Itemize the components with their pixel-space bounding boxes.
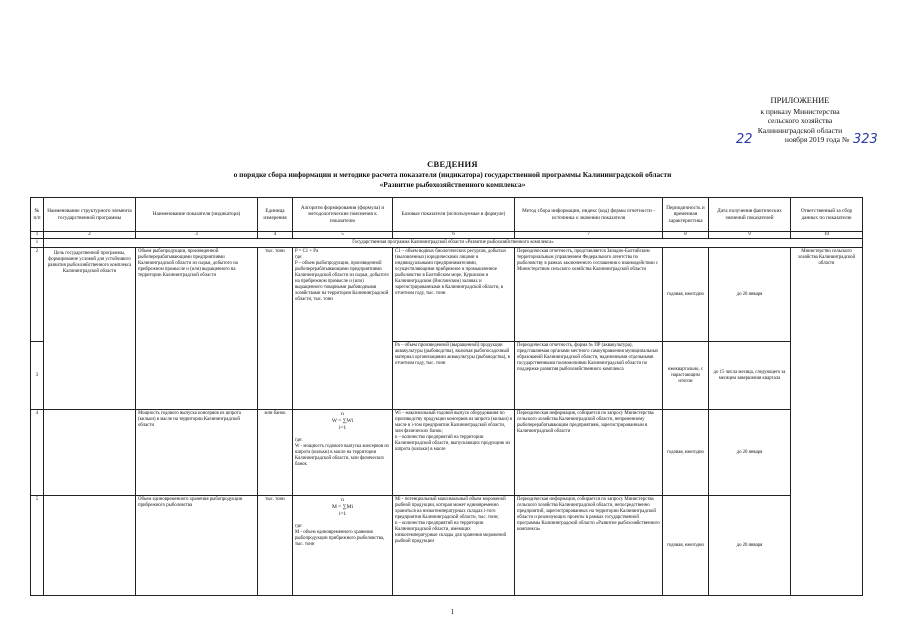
table-row [31, 248, 863, 342]
indicator-cell: Объем единовременного хранения рыбопродукции прибрежного рыболовства [136, 496, 258, 596]
date-cell: до 20 января [709, 496, 791, 596]
column-number: 3 [136, 232, 258, 239]
date-cell: до 20 января [709, 248, 791, 342]
column-number: 5 [293, 232, 393, 239]
header-cell: Периодичность и временная характеристика [663, 198, 709, 232]
column-number: 2 [44, 232, 136, 239]
header-cell: № п/п [31, 198, 44, 232]
column-number: 4 [258, 232, 293, 239]
table-row [31, 496, 863, 596]
algorithm-cell [293, 496, 393, 596]
formula-lower-limit: i=1 [338, 425, 347, 431]
base-indicator-cell: Mi - потенциальный максимальный объем мороженой рыбной продукции, которая может единовременно храниться на низкотемпературных складах i-того предприятия Калининградской области, тыс. тонн; n – количество предприятий на территории Калининградской области, имеющих низкотемпературные склады для хранения мороженой рыбной продукции [393, 496, 515, 596]
period-cell: ежеквартально, с нарастающим итогом [663, 342, 709, 410]
algorithm-text: где: W - мощность годового выпуска консервов из шпрота (кильки) в масле на территории Калининградской области, млн физических банок [295, 438, 389, 467]
table-header-row [31, 198, 863, 232]
indicator-cell: Объем рыбопродукции, произведенной рыбоперерабатывающими предприятиями Калининградской области из сырья, добытого на прибрежном промысле и (или) выращенного на территории Калининградской области [136, 248, 258, 410]
document-subtitle: о порядке сбора информации и методике расчета показателя (индикатора) государственной программы Калининградской области [233, 170, 672, 179]
date-cell: до 20 января [709, 410, 791, 496]
responsible-cell: Министерство сельского хозяйства Калининградской области [791, 248, 863, 596]
page-number: 1 [450, 608, 455, 616]
base-indicator-cell: Wi – максимальный годовой выпуск оборудования по производству продукции консервов из шпрота (кильки) в масле в i-том предприятии Калининградской области, млн физических банок; n – количество предприятий на территории Калининградской области, выпускающих продукцию из шпрота (кильки) в масле [393, 410, 515, 496]
header-cell: Наименование показателя (индикатора) [136, 198, 258, 232]
appendix-title: ПРИЛОЖЕНИЕ [770, 95, 830, 105]
method-cell: Периодическая информация, собирается по запросу Министерства сельского хозяйства Калининградской области, непосредственно предприятий, зарегистрированных на территории Калининградской области и реализующих проекты в рамках государственной программы Калининградской области «Развитие рыбохозяйственного комплекса» [515, 496, 663, 596]
table-row [31, 410, 863, 496]
algorithm-cell [293, 410, 393, 496]
appendix-line: к приказу Министерства [760, 106, 840, 116]
base-indicator-cell: Pa – объем произведенной (выращенной) продукции аквакультуры (рыбоводства), включая рыбопосадочный материал организациями аквакультуры (рыбоводства), в отчетном году, тыс. тонн [393, 342, 515, 410]
formula-lower-limit: i=1 [338, 511, 347, 517]
unit-cell: тыс. тонн [258, 248, 293, 410]
column-number: 9 [709, 232, 791, 239]
header-cell: Метод сбора информации, индекс (код) формы отчетности - источника о значении показателя [515, 198, 663, 232]
header-cell: Единица измерения [258, 198, 293, 232]
column-number-row [31, 232, 863, 239]
formula-upper-limit: n [341, 497, 344, 503]
column-number: 6 [393, 232, 515, 239]
indicator-table [30, 197, 863, 596]
formula: M = ∑Mi [331, 504, 354, 510]
column-number: 7 [515, 232, 663, 239]
method-cell: Периодическая отчетность, форма № ПР (аквакультура), представляемая органами местного самоуправления муниципальных образований Калининградской области, наделенными отдельными государственными полномочиями Калининградской области по поддержке развития рыбохозяйственного комплекса [515, 342, 663, 410]
column-number: 8 [663, 232, 709, 239]
header-cell: Алгоритм формирования (формула) и методологические пояснения к показателю [293, 198, 393, 232]
column-number: 10 [791, 232, 863, 239]
column-number: 1 [31, 232, 44, 239]
method-cell: Периодическая информация, собирается по запросу Министерства сельского хозяйства Калининградской области, непременному рыбоперерабатывающим предприятиям, зарегистрированным в Калининградской области [515, 410, 663, 496]
base-indicator-cell: C1 – объем водных биологических ресурсов, добытых (выловленных) юридическими лицами и индивидуальными предпринимателями, осуществляющими прибрежное и промышленное рыболовство в Балтийском море, Куршском и Калининградском (Вислинском) заливах и зарегистрированными в Калининградской области, в отчетном году, тыс. тонн [393, 248, 515, 342]
header-cell: Базовые показатели (используемые в формуле) [393, 198, 515, 232]
unit-cell: млн банок [258, 410, 293, 496]
method-cell: Периодическая отчетность, представляется Западно-Балтийским территориальным управлением Федерального агентства по рыболовству в рамках заключенного соглашения о взаимодействии с Министерством сельского хозяйства Калининградской области [515, 248, 663, 342]
indicator-cell: Мощность годового выпуска консервов из шпрота (кильки) в масле на территории Калининградской области [136, 410, 258, 496]
algorithm-text: где: M - объем единовременного хранения рыбопродукции прибрежного рыболовства, тыс. тонн [295, 524, 385, 547]
period-cell: годовая, ежегодно [663, 410, 709, 496]
row-number: 3 [31, 342, 44, 410]
row-number: 2 [31, 248, 44, 342]
document-title: СВЕДЕНИЯ [427, 159, 478, 169]
section-row [31, 239, 863, 248]
appendix-line: сельского хозяйства [767, 116, 833, 125]
header-cell: Ответственный за сбор данных по показателю [791, 198, 863, 232]
header-cell: Наименование структурного элемента государственной программы [44, 198, 136, 232]
handwritten-day: 22 [736, 132, 753, 147]
program-element-cell [44, 496, 136, 596]
row-number: 4 [31, 410, 44, 496]
header-cell: Дата получения фактических значений показателей [709, 198, 791, 232]
program-name: «Развитие рыбохозяйственного комплекса» [379, 180, 526, 189]
handwritten-number: 323 [853, 132, 878, 147]
period-cell: годовая, ежегодно [663, 496, 709, 596]
program-element-cell: Цель государственной программы, формирование условий для устойчивого развития рыбохозяйственного комплекса Калининградской области [44, 248, 136, 410]
appendix-line: Калининградской области [757, 125, 843, 135]
unit-cell: тыс. тонн [258, 496, 293, 596]
section-label: Государственная программа Калининградской области «Развитие рыбохозяйственного комплекса» [44, 239, 863, 248]
formula-upper-limit: n [341, 411, 344, 417]
algorithm-cell: P = C1 + Pa где: P – объем рыбопродукции, произведенной рыбоперерабатывающими предприятиями Калининградской области из сырья, добытого на прибрежном промысле и (или) выращенного товарными рыбоводными хозяйствами на территории Калининградской области, тыс. тонн [293, 248, 393, 410]
appendix-date-line: ноября 2019 года № [784, 135, 850, 144]
date-cell: до 15 числа месяца, следующего за месяцем завершения квартала [709, 342, 791, 410]
period-cell: годовая, ежегодно [663, 248, 709, 342]
formula: W = ∑Wi [331, 418, 354, 424]
program-element-cell [44, 410, 136, 496]
row-number: 5 [31, 496, 44, 596]
row-number: 1 [31, 239, 44, 248]
